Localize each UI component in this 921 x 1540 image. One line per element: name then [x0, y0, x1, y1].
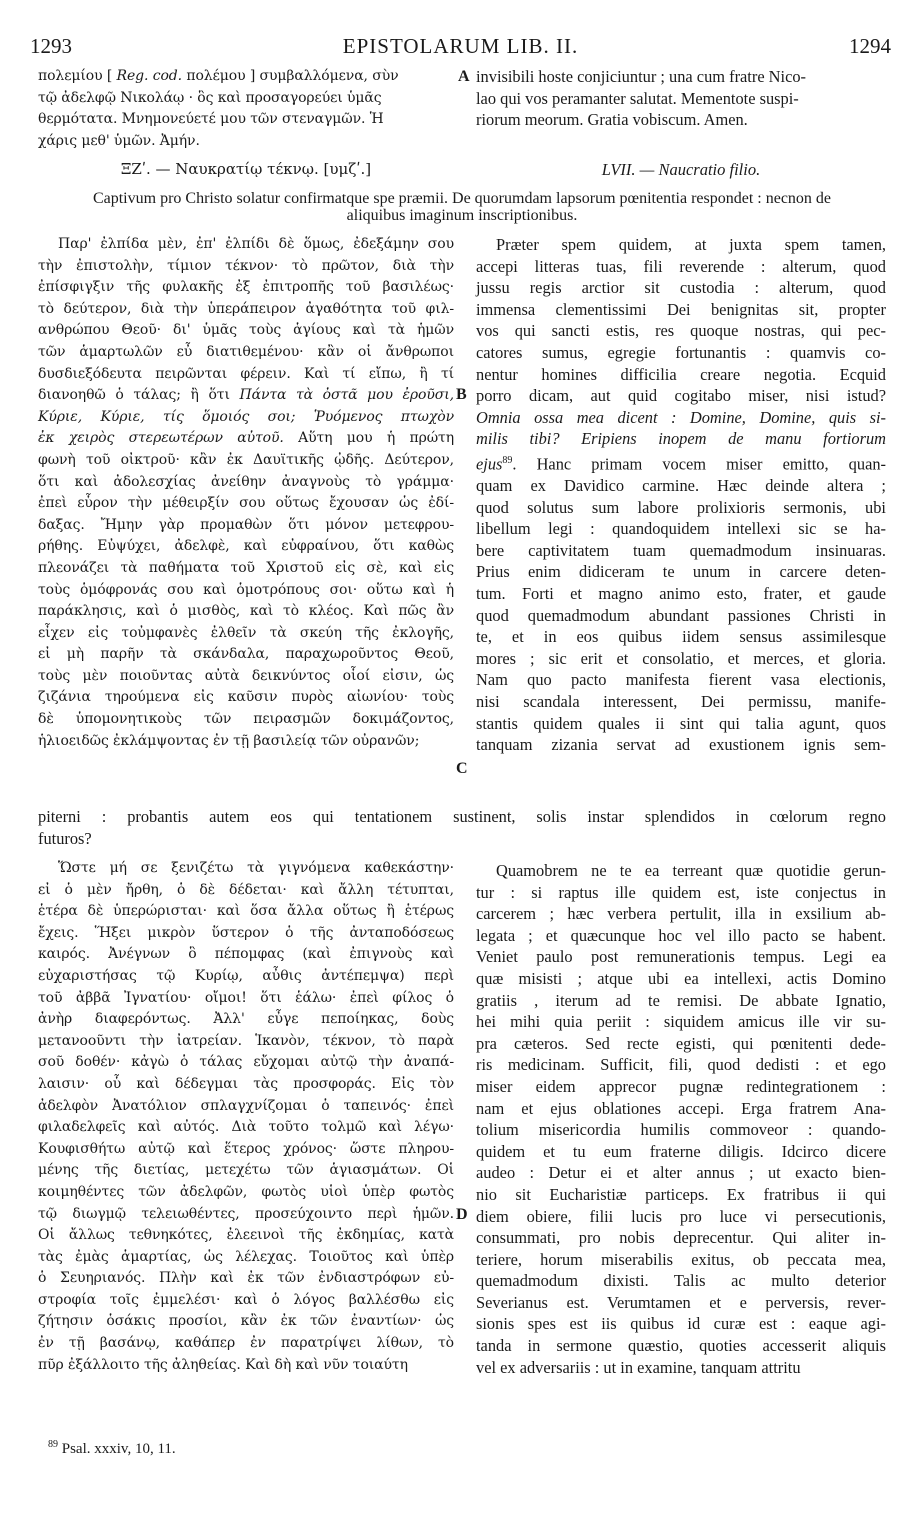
text-line: τοῦ ἀββᾶ Ἰγνατίου· οἴμοι! ὅτι ἑάλω· ἐπεὶ φίλος ὁ	[38, 989, 454, 1006]
text-line: Κύριε, Κύριε, τίς ὅμοιός σοι; Ῥυόμενος πτωχὸν	[38, 408, 454, 425]
text-line: ris medicinam. Sufficit, fili, quod dedisti : et ego	[476, 1055, 886, 1075]
letter-heading-greek: ΞΖʹ. — Ναυκρατίῳ τέκνῳ. [υμζʹ.]	[120, 160, 372, 178]
text-line: sionis spes est iis quibus id curæ est : eaque agi-	[476, 1314, 886, 1334]
text-line: jussu regis arctior sit custodia : alterum, quod	[476, 278, 886, 298]
text-line: ὁ Σευηριανός. Πλὴν καὶ ἐκ τῶν ἐνδιαστρόφων εὐ-	[38, 1270, 454, 1287]
text-line: ρήθης. Εὐψύχει, ἀδελφὲ, καὶ εὐφραίνου, ὅτι καθὼς	[38, 538, 454, 555]
text-line: μένης τῆς διετίας, μετεχέτω τῶν ἁγιασμάτων. Οἱ	[38, 1162, 454, 1179]
text-line: teriere, horum miserabilis exitus, ob peccata mea,	[476, 1249, 886, 1269]
text-line: Præter spem quidem, at juxta spem tamen,	[496, 235, 886, 254]
text-line: διανοηθῶ ὁ τάλας; ἢ ὅτι Πάντα τὰ ὀστᾶ μου ἐροῦσι,	[38, 387, 454, 404]
footnote-text: Psal. xxxiv, 10, 11.	[61, 1441, 176, 1457]
text-line: quod solutus sum labore prolixioris sermonis, ubi	[476, 497, 886, 517]
prev-letter-latin	[476, 66, 886, 131]
text-line: μετανοοῦντι τὴν ἰατρείαν. Ἱκανὸν, τέκνον, τὸ παρὰ	[38, 1032, 454, 1049]
text-line: Παρ' ἐλπίδα μὲν, ἐπ' ἐλπίδι δὲ ὅμως, ἐδεξάμην σου	[58, 236, 454, 252]
text-line: Omnia ossa mea dicent : Domine, Domine, quis si-	[476, 407, 886, 427]
footnote-marker: 89	[48, 1439, 58, 1450]
text-line: ejus$^{89}$. Hanc primam vocem miser emitto, quan-	[476, 454, 886, 474]
text-line: θερμότατα. Μνημονεύετέ μου τῶν στεναγμῶν. Ἡ	[38, 111, 384, 128]
text-line: tanda in sermone quæstio, quoties accesserit aliquis	[476, 1336, 886, 1356]
text-line: ανθρώπου Θεοῦ· δι' ὑμᾶς τοὺς ἁγίους καὶ τὰ ἡμῶν	[38, 322, 454, 339]
text-line: accepi litteras tuas, fili reverende : alterum, quod	[476, 256, 886, 276]
text-line: diem obiere, filii lucis pro luce vi persecutionis,	[476, 1206, 886, 1226]
text-line: Veniet paulo post remunerationis tempus. Legi ea	[476, 947, 886, 967]
spanning-line: futuros?	[38, 829, 92, 848]
text-line: nio sit Eucharistiæ particeps. Ex fratribus ii qui	[476, 1184, 886, 1204]
text-line: mores ; sic erit et consolatio, et merces, et gloria.	[476, 648, 886, 668]
text-line: τὸ δεύτερον, διὰ τὴν ὑπεράπειρον ἀγαθότητα τοῦ φιλ-	[38, 300, 454, 317]
text-line: miser eidem apprecor pugnæ redintegrationem :	[476, 1076, 886, 1096]
greek-paragraph-1	[38, 234, 454, 752]
text-line: ζήτησιν ὁσάκις προσίοι, κἂν ἐκ τῶν ἐναντίων· ὡς	[38, 1313, 454, 1330]
text-line: ἐν τῇ βασάνῳ, καθάπερ ἐν παρατρίψει λίθων, τὸ	[38, 1335, 454, 1352]
text-line: nentur homines difficilia creare negotia. Ecquid	[476, 364, 886, 384]
text-line: κοιμηθέντες τῶν ἀδελφῶν, φωτὸς υἱοὶ ὑπὲρ φωτὸς	[38, 1183, 454, 1200]
text-line: πῦρ ἐξάλλοιτο τῆς ἀληθείας. Καὶ δὴ καὶ νῦν τοιαύτη	[38, 1356, 408, 1373]
text-line: στροφία τοῖς ἐμμελέσι· καὶ ὁ λόγος βαλλέσθω εἰς	[38, 1291, 454, 1308]
text-line: lao qui vos peramanter salutat. Mementote suspi-	[476, 88, 799, 108]
text-line: ἡλιοειδῶς ἐκλάμψοντας ἐν τῇ βασιλείᾳ τῶν οὐρανῶν;	[38, 732, 420, 749]
spanning-line: piterni : probantis autem eos qui tentationem sustinent, solis instar splendidos in cœlorum regno	[38, 807, 886, 826]
text-line: immensa clementissimi Dei benignitas sit, propter	[476, 299, 886, 319]
summary-line: Captivum pro Christo solatur confirmatque spe præmii. De quorumdam lapsorum pœnitentia respondet : necnon de	[92, 190, 832, 207]
text-line: τῷ ἀδελφῷ Νικολάῳ · ὃς καὶ προσαγορεύει ὑμᾶς	[38, 89, 382, 106]
text-line: πολεμίου [ Reg. cod. πολέμου ] συμβαλλόμενα, σὺν	[38, 68, 399, 84]
running-header	[30, 34, 891, 60]
text-line: Ὥστε μή σε ξενιζέτω τὰ γιγνόμενα καθεκάστην·	[58, 860, 454, 876]
text-line: milis tibi? Eripiens inopem de manu fortiorum	[476, 429, 886, 449]
text-line: catores sumus, egregie fortunantis : quamvis co-	[476, 342, 886, 362]
text-line: ἑτέρα δὲ ὑπερώρισται· καὶ ὅσα ἄλλα οὕτως ἢ ἑτέρως	[38, 903, 454, 920]
text-line: δὲ ὑπομονητικοὺς τῶν πειρασμῶν δοκιμάζοντος,	[38, 711, 454, 728]
text-line: tum. Forti et magno animo esto, frater, et gaude	[476, 583, 886, 603]
text-line: εἰ μὴ παρῆν τὰ σκάνδαλα, παραχωροῦντος Θεοῦ,	[38, 646, 454, 663]
footnote	[48, 1439, 176, 1458]
text-line: Severianus est. Verumtamen et e perversis, rever-	[476, 1292, 886, 1312]
text-line: τοὺς ὁμόφρονάς σου καὶ ὁμοτρόπους σοι· οὕτω καὶ ἡ	[38, 581, 454, 598]
margin-marker-c: C	[456, 760, 468, 777]
text-line: quæ misisti ; atque ubi ea intellexi, actis Domino	[476, 968, 886, 988]
text-line: nisi scandala interessent, Dei permissu, manife-	[476, 691, 886, 711]
text-line: tur : si raptus ille quidem est, iste conjectus in	[476, 882, 886, 902]
prev-letter-greek	[38, 66, 454, 152]
text-line: παράκλησις, καὶ ὁ μισθὸς, καὶ τὸ κλέος. Καὶ πῶς ἂν	[38, 603, 454, 620]
text-line: pra cæteros. Sed recte egisti, qui pœnitenti dede-	[476, 1033, 886, 1053]
latin-paragraph-2	[476, 860, 886, 1378]
text-line: quod quemadmodum abundant passiones Christi in	[476, 605, 886, 625]
text-line: hei mihi quia periit : siquidem amicus ille vir su-	[476, 1012, 886, 1032]
text-line: ἀνὴρ διαφερόντως. Ἀλλ' εὖγε πεποίηκας, δοὺς	[38, 1011, 454, 1028]
text-line: audeo : Detur ei et alter annus ; ut exacto bien-	[476, 1163, 886, 1183]
text-line: quidem et tu eum fraterne diligis. Idcirco dicere	[476, 1141, 886, 1161]
text-line: riorum meorum. Gratia vobiscum. Amen.	[476, 110, 748, 130]
text-line: Quamobrem ne te ea terreant quæ quotidie gerun-	[496, 861, 886, 880]
text-line: σοῦ δοθέν· κἀγὼ ὁ τάλας εὔχομαι αὐτῷ τὴν ἀναπά-	[38, 1054, 454, 1071]
text-line: Nam quo pacto manifesta fierent vasa electionis,	[476, 670, 886, 690]
text-line: porro dicam, aut quid cogitabo miser, nisi istud?	[476, 386, 886, 406]
text-line: φωνὴ τοῦ οἰκτροῦ· κἂν ἐκ Δαυϊτικῆς ᾠδῆς. Δεύτερον,	[38, 451, 454, 468]
margin-marker-b: B	[456, 386, 467, 403]
text-line: τὴν ἐπιστολὴν, τίμιον τέκνον· τὸ πρῶτον, διὰ τὴν	[38, 257, 454, 274]
text-line: ἐκ χειρὸς στερεωτέρων αὐτοῦ. Αὕτη μου ἡ πρώτη	[38, 430, 454, 447]
running-title: EPISTOLARUM LIB. II.	[342, 34, 579, 58]
text-line: te, et in eos quibus iidem sensus assimilesque	[476, 627, 886, 647]
text-line: quemadmodum dixisti. Talis ac multo deterior	[476, 1271, 886, 1291]
text-line: bere captivitatem tuam quemadmodum insinuaras.	[476, 540, 886, 560]
text-line: Κουφισθήτω αὐτῷ καὶ ἕτερος χρόνος· ὥστε πληρου-	[38, 1140, 454, 1157]
text-line: τῷ διωγμῷ τελειωθέντες, προσεύχοιντο περὶ ἡμῶν.	[38, 1205, 454, 1222]
margin-marker-a: A	[458, 68, 470, 85]
text-line: tanquam zizania servat ad exustionem ignis sem-	[476, 735, 886, 755]
text-line: ὅτι καὶ ἀδολεσχίας ἀνείθην ἀναγνοὺς τὸ γράμμα·	[38, 473, 454, 490]
text-line: nam et ejus oblationes accepi. Erga fratrem Ana-	[476, 1098, 886, 1118]
text-line: gratiis , iterum ad te remisi. De abbate Ignatio,	[476, 990, 886, 1010]
page-number-left: 1293	[30, 34, 72, 58]
text-line: ἐπεὶ εὗρον τὴν μέθειρξίν σου οὕτως ἔχουσαν ὡς ἐδί-	[38, 495, 454, 512]
text-line: ἔχεις. Ἥξει μικρὸν ὕστερον ὁ τῆς ἀνταποδόσεως	[38, 924, 454, 941]
text-line: vel ex adversariis : ut in examine, tanquam attritu	[476, 1357, 801, 1377]
text-line: carcerem ; hæc verbera pertulit, illa in exsilium ab-	[476, 904, 886, 924]
text-line: τῶν ἁμαρτωλῶν εὖ διατιθεμένου· κἂν οἱ ἄνθρωποι	[38, 343, 454, 360]
letter-summary	[38, 190, 886, 224]
text-line: Prius enim didiceram te unum in carcere deten-	[476, 562, 886, 582]
text-line: stantis quidem quales ii sint qui talia agunt, quos	[476, 713, 886, 733]
text-line: vos qui sancti estis, res quoque nostras, qui pec-	[476, 321, 886, 341]
page-number-right: 1294	[849, 34, 891, 58]
text-line: δαξας. Ἤμην γὰρ προμαθὼν ὅτι μόνον μετεφρου-	[38, 516, 454, 533]
text-line: ἐπίσφιγξιν τῆς φυλακῆς ἐξ ἐπιτροπῆς τοῦ βασιλέως·	[38, 279, 454, 296]
text-line: πλεονάζει τὰ παθήματα τοῦ Χριστοῦ εἰς σὲ, καὶ εἰς	[38, 559, 454, 576]
text-line: quam ex Davidico carmine. Hæc deinde altera ;	[476, 476, 886, 495]
text-line: εἰ ὁ μὲν ἤρθη, ὁ δὲ δέδεται· καὶ ἄλλη τέτυπται,	[38, 881, 454, 898]
greek-paragraph-2	[38, 858, 454, 1376]
text-line: καιρός. Ἀνέγνων ὃ πέπομφας (καὶ ἐπιγνοὺς καὶ	[38, 946, 454, 963]
text-line: εὐχαριστήσας τῷ Κυρίῳ, αὖθις ἀντέπεμψα) περὶ	[38, 967, 454, 984]
text-line: tolium misericordia humilis commoveor : quando-	[476, 1120, 886, 1140]
text-line: τὰς ἐμὰς ἁμαρτίας, ὡς λέλεχας. Τοιοῦτος καὶ ὑπὲρ	[38, 1248, 454, 1265]
footnote-ref: 89	[502, 454, 513, 466]
text-line: χάρις μεθ' ὑμῶν. Ἀμήν.	[38, 132, 200, 149]
text-line: δυσδιεξόδευτα πειρῶνται φέρειν. Καὶ τί εἴπω, ἢ τί	[38, 365, 454, 382]
summary-line: aliquibus imaginum inscriptionibus.	[346, 207, 578, 224]
text-line: ἀδελφὸν Ἀνατόλιον σπλαγχνίζομαι ὁ ταπεινός· ἐπεὶ	[38, 1097, 454, 1114]
margin-marker-d: D	[456, 1206, 468, 1223]
text-line: φιλαδελφεῖς καὶ αὐτός. Διὰ τοῦτο τολμῶ καὶ λέγω·	[38, 1119, 454, 1136]
text-line: Οἱ ἄλλως τεθνηκότες, ἐλεεινοὶ τῆς ἐκδημίας, κατὰ	[38, 1227, 454, 1244]
text-line: εἶχεν εἰς τοὐμφανὲς ἐλθεῖν τὰ σκεύη τῆς ἐκλογῆς,	[38, 624, 454, 641]
latin-paragraph-1	[476, 234, 886, 756]
text-line: libellum legi : quandoquidem intellexi sic se ha-	[476, 519, 886, 539]
text-line: τοὺς μὲν ποιοῦντας αὐτὰ δεικνύντος οἷοί εἰσιν, ὡς	[38, 667, 454, 684]
text-line: λαισιν· οὗ καὶ δέδεγμαι τὰς προσφοράς. Εἰς τὸν	[38, 1075, 454, 1092]
text-line: ζιζάνια τηρούμενα εἰς καῦσιν πυρὸς αἰωνίου· τοὺς	[38, 689, 454, 706]
letter-heading-latin: LVII. — Naucratio filio.	[601, 160, 761, 179]
text-line: invisibili hoste conjiciuntur ; una cum fratre Nico-	[476, 67, 807, 86]
text-line: legata ; et quæcunque hoc vel illo pacto se habent.	[476, 925, 886, 945]
text-line: consummati, pro nobis deprecentur. Qui aliter in-	[476, 1228, 886, 1248]
